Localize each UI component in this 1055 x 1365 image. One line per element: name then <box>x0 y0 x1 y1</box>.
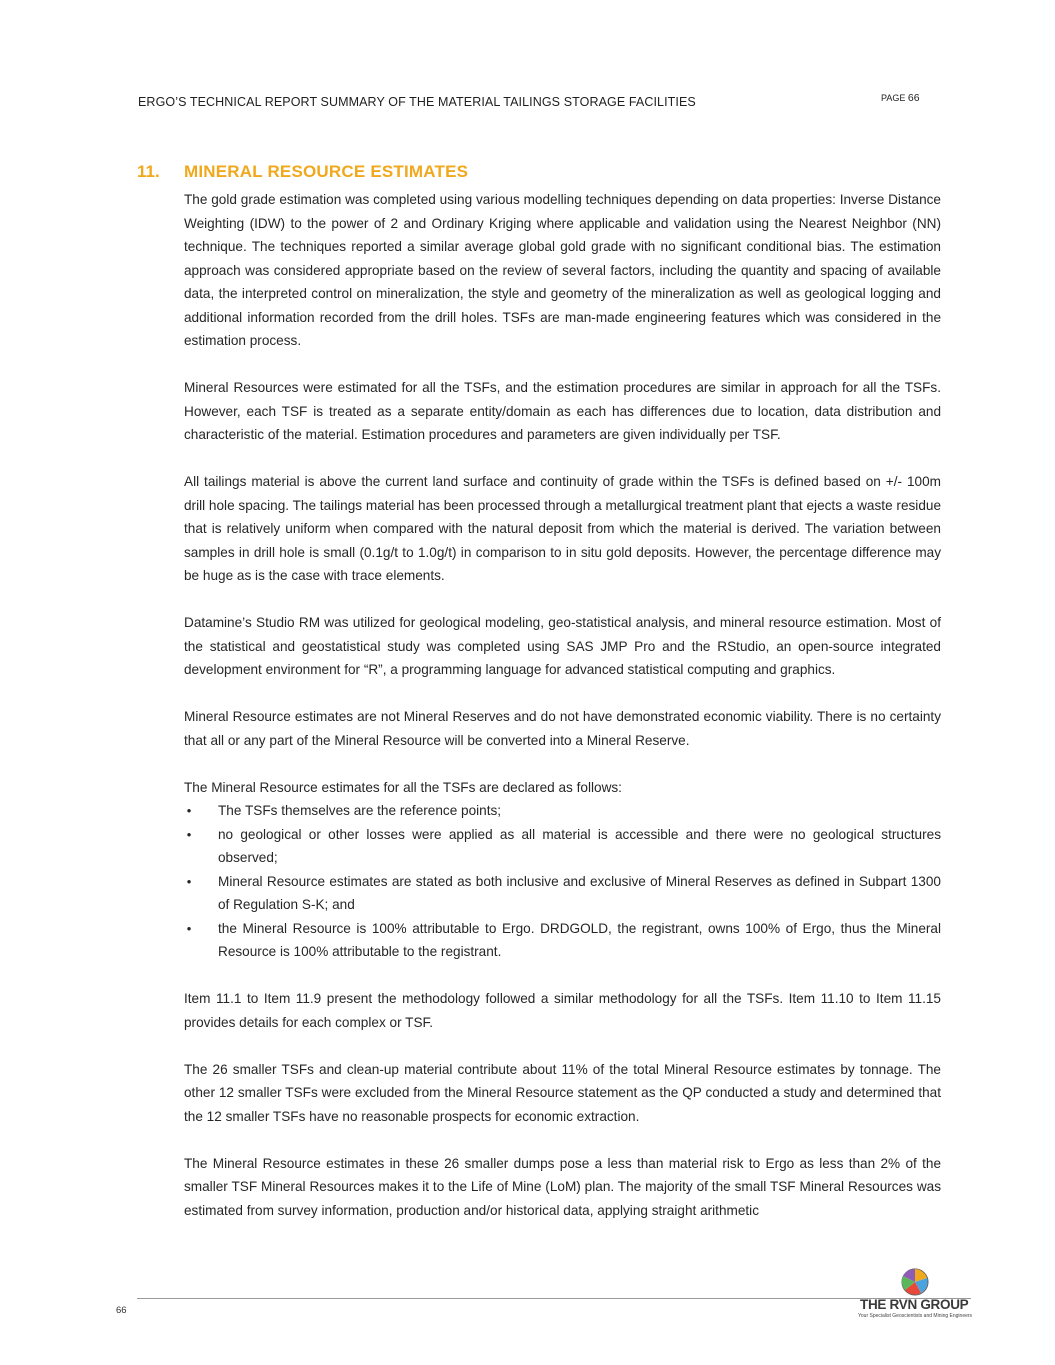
paragraph: The 26 smaller TSFs and clean-up material contribute about 11% of the total Mineral Resource estimates by tonnage. The other 12 smaller TSFs were excluded from the Mineral Resource statement as the QP conducted a study and determined that the 12 smaller TSFs have no reasonable prospects for economic extraction. <box>184 1061 941 1124</box>
list-item-text: Mineral Resource estimates are stated as both inclusive and exclusive of Mineral Reserves as defined in Subpart 1300 of Regulation S-K; and <box>218 873 941 912</box>
list-item <box>184 870 941 917</box>
footer-divider <box>137 1298 971 1299</box>
paragraph: The Mineral Resource estimates in these 26 smaller dumps pose a less than material risk to Ergo as less than 2% of the smaller TSF Mineral Resources makes it to the Life of Mine (LoM) plan. The majority of the small TSF Mineral Resources was estimated from survey information, production and/or historical data, applying straight arithmetic <box>184 1155 941 1218</box>
body-text <box>184 188 941 1246</box>
logo-tagline: Your Specialist Geoscientists and Mining Engineers <box>858 1313 973 1319</box>
bullet-list <box>184 799 941 964</box>
paragraph: Item 11.1 to Item 11.9 present the methodology followed a similar methodology for all the TSFs. Item 11.10 to Item 11.15 provides details for each complex or TSF. <box>184 991 941 1030</box>
paragraph: Mineral Resource estimates are not Mineral Reserves and do not have demonstrated economic viability. There is no certainty that all or any part of the Mineral Resource will be converted into a Mineral Reserve. <box>184 709 941 748</box>
list-item-text: no geological or other losses were applied as all material is accessible and there were no geological structures observed; <box>218 826 941 865</box>
footer-page-number: 66 <box>116 1305 127 1316</box>
list-item <box>184 799 941 823</box>
bullet-icon: • <box>186 873 192 889</box>
header-page-number: 66 <box>907 92 920 104</box>
list-intro: The Mineral Resource estimates for all the TSFs are declared as follows: <box>184 779 622 795</box>
bullet-icon: • <box>186 920 192 936</box>
list-item <box>184 823 941 870</box>
page-prefix: PAGE <box>881 93 906 103</box>
bullet-icon: • <box>186 803 192 818</box>
list-item <box>184 917 941 964</box>
list-item-text: the Mineral Resource is 100% attributable to Ergo. DRDGOLD, the registrant, owns 100% of Ergo, thus the Mineral Resource is 100% attributable to the registrant. <box>218 920 941 959</box>
paragraph: All tailings material is above the current land surface and continuity of grade within the TSFs is defined based on +/- 100m drill hole spacing. The tailings material has been processed through a metallurgical treatment plant that ejects a waste residue that is relatively uniform when compared with the natural deposit from which the material is derived. The variation between samples in drill hole is small (0.1g/t to 1.0g/t) in comparison to in situ gold deposits. However, the percentage difference may be huge as is the case with trace elements. <box>184 474 941 583</box>
list-item-text: The TSFs themselves are the reference points; <box>218 803 502 818</box>
section-title: MINERAL RESOURCE ESTIMATES <box>184 162 469 181</box>
section-number: 11. <box>137 162 160 181</box>
bullet-icon: • <box>186 826 192 842</box>
paragraph: The gold grade estimation was completed using various modelling techniques depending on data properties: Inverse Distance Weighting (IDW) to the power of 2 and Ordinary Kriging where applicable and validation using the Nearest Neighbor (NN) technique. The techniques reported a similar average global gold grade with no significant conditional bias. The estimation approach was considered appropriate based on the review of several factors, including the quantity and spacing of available data, the interpreted control on mineralization, the style and geometry of the mineralization as well as geological logging and additional information recorded from the drill holes. TSFs are man-made engineering features which was considered in the estimation process. <box>184 192 941 348</box>
paragraph: Mineral Resources were estimated for all the TSFs, and the estimation procedures are similar in approach for all the TSFs. However, each TSF is treated as a separate entity/domain as each has differences due to location, data distribution and characteristic of the material. Estimation procedures and parameters are given individually per TSF. <box>184 380 941 442</box>
logo-name: THE RVN GROUP <box>860 1297 969 1312</box>
rvn-group-logo <box>858 1268 976 1324</box>
paragraph: Datamine’s Studio RM was utilized for geological modeling, geo-statistical analysis, and mineral resource estimation. Most of the statistical and geostatistical study was completed using SAS JMP Pro and the RStudio, an open-source integrated development environment for “R”, a programming language for advanced statistical computing and graphics. <box>184 615 941 677</box>
logo-pinwheel-icon <box>901 1268 929 1296</box>
report-title: ERGO’S TECHNICAL REPORT SUMMARY OF THE MATERIAL TAILINGS STORAGE FACILITIES <box>138 95 696 109</box>
header-page-label <box>881 92 920 104</box>
